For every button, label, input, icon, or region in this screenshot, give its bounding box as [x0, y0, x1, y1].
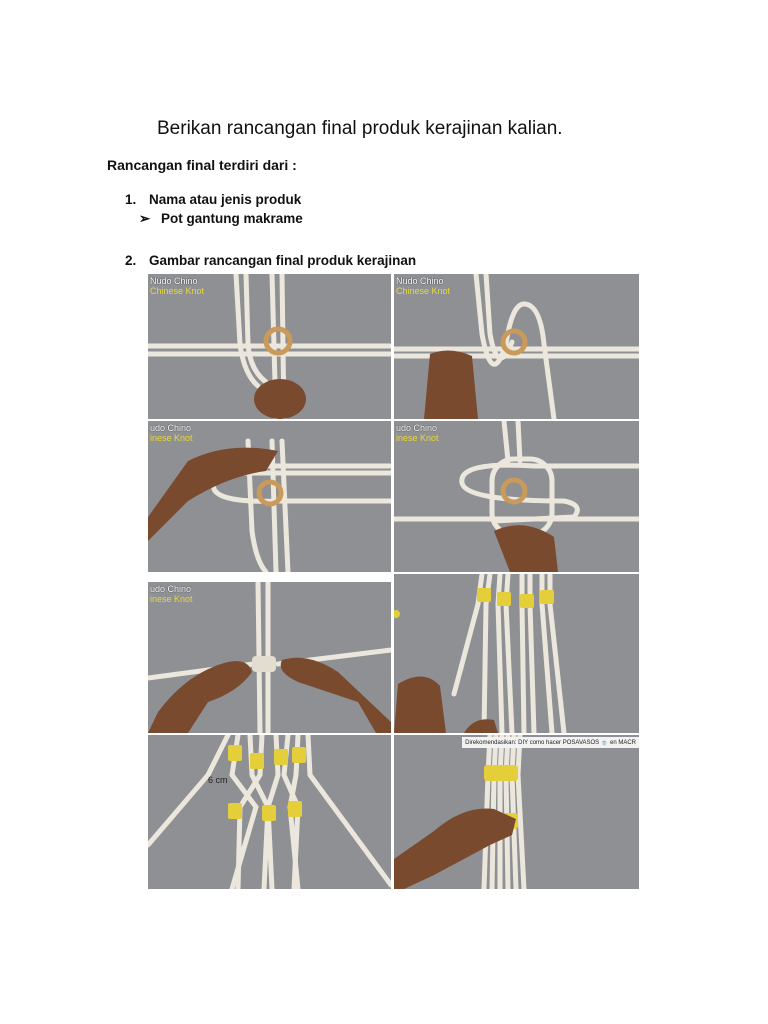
step-photo	[394, 274, 639, 419]
page-title: Berikan rancangan final produk kerajinan kalian.	[157, 118, 563, 139]
list-item	[125, 253, 416, 268]
photo-caption: udo Chino inese Knot	[150, 423, 193, 443]
measurement-label: 6 cm	[208, 775, 228, 785]
arrow-bullet-icon: ➢	[139, 211, 151, 226]
photo-illustration	[148, 735, 391, 889]
step-photo	[148, 421, 391, 572]
step-photo	[148, 582, 391, 733]
section-heading: Rancangan final terdiri dari :	[107, 157, 297, 173]
photo-caption: udo Chino inese Knot	[150, 584, 193, 604]
step-photo	[148, 274, 391, 419]
photo-caption: Nudo Chino Chinese Knot	[150, 276, 205, 296]
list-item	[125, 192, 301, 207]
step-photo	[148, 735, 391, 889]
recommendation-banner: Direkomendasikan: DIY como hacer POSAVASOS 🍵 en MACR	[462, 737, 639, 748]
step-photo	[394, 421, 639, 572]
sub-list-item	[139, 211, 303, 227]
list-number: 2.	[125, 253, 137, 268]
list-number: 1.	[125, 192, 137, 207]
step-photo	[394, 735, 639, 889]
list-label: Nama atau jenis produk	[149, 192, 302, 207]
macrame-photo-grid	[148, 274, 639, 889]
list-label: Gambar rancangan final produk kerajinan	[149, 253, 417, 268]
photo-caption: udo Chino inese Knot	[396, 423, 439, 443]
photo-illustration	[148, 582, 391, 733]
step-photo	[394, 574, 639, 733]
photo-illustration	[148, 421, 391, 572]
photo-caption: Nudo Chino Chinese Knot	[396, 276, 451, 296]
photo-illustration	[394, 574, 639, 733]
photo-illustration	[394, 421, 639, 572]
sub-list-label: Pot gantung makrame	[161, 211, 303, 226]
photo-illustration	[394, 735, 639, 889]
